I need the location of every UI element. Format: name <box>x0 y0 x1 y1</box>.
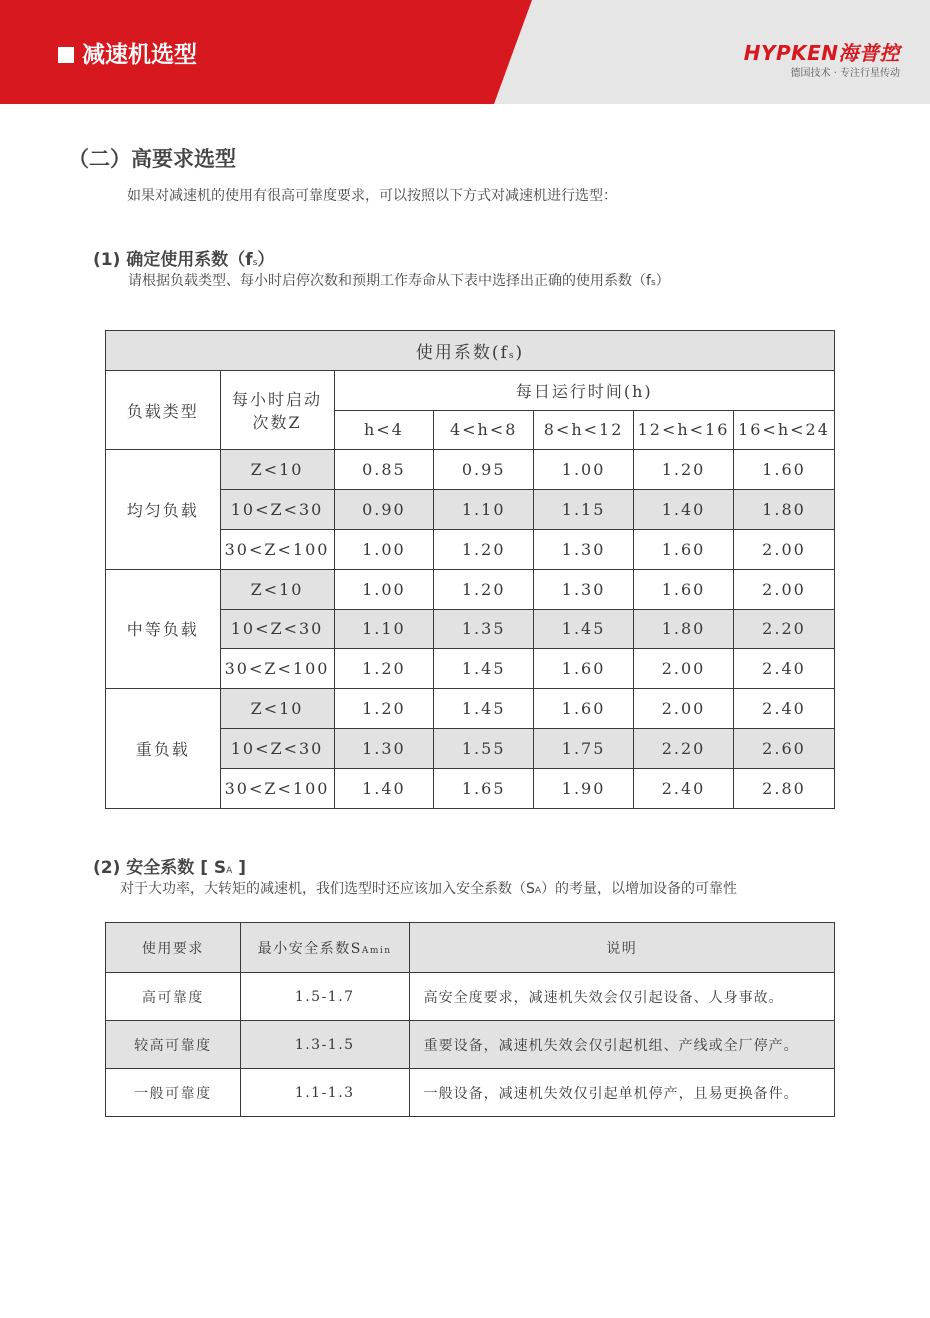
table-row <box>106 569 835 609</box>
starts-cell: 30<Z<100 <box>220 768 334 808</box>
safety-range-cell: 1.3-1.5 <box>240 1021 409 1069</box>
part1-description: 请根据负载类型、每小时启停次数和预期工作寿命从下表中选择出正确的使用系数（fs） <box>128 273 670 289</box>
brand-tagline: 德国技术 · 专注行星传动 <box>790 68 900 79</box>
description-cell: 一般设备，减速机失效仅引起单机停产，且易更换备件。 <box>409 1069 834 1117</box>
table-row <box>106 689 835 729</box>
service-factor-cell: 1.20 <box>334 649 434 689</box>
service-factor-cell: 1.00 <box>334 529 434 569</box>
safety-range-cell: 1.1-1.3 <box>240 1069 409 1117</box>
service-factor-cell: 1.80 <box>634 609 734 649</box>
service-factor-cell: 2.00 <box>733 529 834 569</box>
brand-logo <box>744 42 900 81</box>
service-factor-cell: 2.80 <box>733 768 834 808</box>
service-factor-cell: 2.20 <box>733 609 834 649</box>
service-factor-cell: 2.00 <box>634 689 734 729</box>
requirement-cell: 较高可靠度 <box>106 1021 241 1069</box>
service-factor-cell: 1.60 <box>733 450 834 490</box>
service-factor-cell: 1.40 <box>634 490 734 530</box>
service-factor-cell: 1.60 <box>634 529 734 569</box>
service-factor-cell: 1.10 <box>334 609 434 649</box>
column-header-requirement: 使用要求 <box>106 923 241 973</box>
service-factor-cell: 1.90 <box>534 768 634 808</box>
starts-cell: Z<10 <box>220 689 334 729</box>
service-factor-cell: 1.60 <box>634 569 734 609</box>
starts-cell: 10<Z<30 <box>220 609 334 649</box>
table-caption: 使用系数(fs) <box>106 331 835 371</box>
starts-cell: 30<Z<100 <box>220 529 334 569</box>
column-header-starts-per-hour: 每小时启动次数Z <box>220 370 334 450</box>
service-factor-cell: 1.00 <box>534 450 634 490</box>
starts-cell: 10<Z<30 <box>220 490 334 530</box>
service-factor-cell: 1.60 <box>534 689 634 729</box>
service-factor-cell: 2.40 <box>634 768 734 808</box>
service-factor-cell: 1.10 <box>434 490 534 530</box>
starts-cell: 30<Z<100 <box>220 649 334 689</box>
starts-cell: Z<10 <box>220 450 334 490</box>
service-factor-cell: 1.30 <box>334 728 434 768</box>
hours-header-cell: 12<h<16 <box>634 410 734 450</box>
table-row <box>106 450 835 490</box>
starts-cell: Z<10 <box>220 569 334 609</box>
part1-title: (1) 确定使用系数（fs） <box>93 250 275 270</box>
starts-cell: 10<Z<30 <box>220 728 334 768</box>
column-header-min-safety-factor: 最小安全系数SAmin <box>240 923 409 973</box>
description-cell: 重要设备，减速机失效会仅引起机组、产线或全厂停产。 <box>409 1021 834 1069</box>
requirement-cell: 高可靠度 <box>106 973 241 1021</box>
service-factor-cell: 1.45 <box>534 609 634 649</box>
load-type-cell: 重负载 <box>106 689 221 808</box>
service-factor-cell: 1.20 <box>334 689 434 729</box>
service-factor-cell: 1.45 <box>434 649 534 689</box>
service-factor-table <box>105 330 835 809</box>
hours-header-cell: 8<h<12 <box>534 410 634 450</box>
hours-header-cell: 4<h<8 <box>434 410 534 450</box>
section-title: （二）高要求选型 <box>68 147 236 171</box>
table-row <box>106 1021 835 1069</box>
service-factor-cell: 1.00 <box>334 569 434 609</box>
service-factor-cell: 1.45 <box>434 689 534 729</box>
service-factor-cell: 1.65 <box>434 768 534 808</box>
section-label: 减速机选型 <box>82 42 197 68</box>
service-factor-cell: 2.40 <box>733 689 834 729</box>
table-row <box>106 1069 835 1117</box>
service-factor-cell: 1.20 <box>434 569 534 609</box>
column-header-daily-hours: 每日运行时间(h) <box>334 370 834 410</box>
service-factor-cell: 1.15 <box>534 490 634 530</box>
service-factor-cell: 1.35 <box>434 609 534 649</box>
service-factor-cell: 2.00 <box>733 569 834 609</box>
service-factor-cell: 2.20 <box>634 728 734 768</box>
safety-range-cell: 1.5-1.7 <box>240 973 409 1021</box>
service-factor-cell: 1.55 <box>434 728 534 768</box>
hours-header-cell: h<4 <box>334 410 434 450</box>
description-cell: 高安全度要求，减速机失效会仅引起设备、人身事故。 <box>409 973 834 1021</box>
part2-description: 对于大功率，大转矩的减速机，我们选型时还应该加入安全系数（SA）的考量，以增加设备的可靠性 <box>120 881 738 897</box>
service-factor-cell: 1.20 <box>434 529 534 569</box>
column-header-description: 说明 <box>409 923 834 973</box>
service-factor-cell: 1.75 <box>534 728 634 768</box>
service-factor-cell: 0.85 <box>334 450 434 490</box>
load-type-cell: 中等负载 <box>106 569 221 688</box>
service-factor-cell: 1.80 <box>733 490 834 530</box>
square-bullet-icon <box>58 47 74 63</box>
service-factor-cell: 1.60 <box>534 649 634 689</box>
service-factor-cell: 2.40 <box>733 649 834 689</box>
requirement-cell: 一般可靠度 <box>106 1069 241 1117</box>
service-factor-cell: 0.90 <box>334 490 434 530</box>
section-intro: 如果对减速机的使用有很高可靠度要求，可以按照以下方式对减速机进行选型： <box>127 188 617 204</box>
service-factor-cell: 0.95 <box>434 450 534 490</box>
hours-header-cell: 16<h<24 <box>733 410 834 450</box>
service-factor-cell: 1.20 <box>634 450 734 490</box>
safety-factor-table <box>105 922 835 1117</box>
service-factor-cell: 1.30 <box>534 529 634 569</box>
service-factor-cell: 2.60 <box>733 728 834 768</box>
service-factor-cell: 2.00 <box>634 649 734 689</box>
brand-name: HYPKEN海普控 <box>743 41 900 65</box>
column-header-load-type: 负载类型 <box>106 370 221 450</box>
part2-title: (2) 安全系数 [ SA ] <box>93 858 247 878</box>
load-type-cell: 均匀负载 <box>106 450 221 569</box>
page-header <box>0 0 930 104</box>
service-factor-cell: 1.40 <box>334 768 434 808</box>
service-factor-cell: 1.30 <box>534 569 634 609</box>
table-row <box>106 973 835 1021</box>
